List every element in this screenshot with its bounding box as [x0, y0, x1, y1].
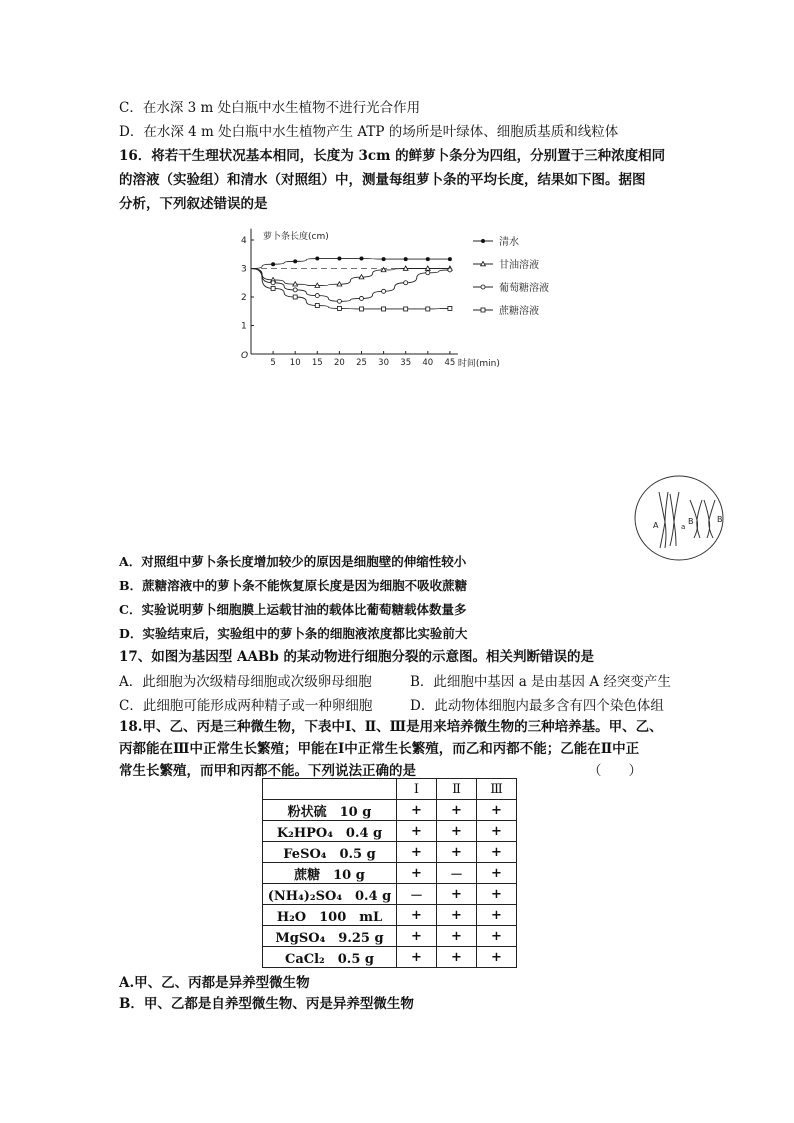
ingredient-cell: CaCl₂ 0.5 g — [263, 947, 397, 968]
ingredient-cell: H₂O 100 mL — [263, 905, 397, 926]
value-cell: + — [397, 842, 437, 863]
data-point-dot — [315, 257, 319, 261]
q17-option-b: B．此细胞中基因 a 是由基因 A 经突变产生 — [410, 674, 671, 690]
legend-label: 蔗糖溶液 — [499, 306, 539, 317]
y-tick-label: 4 — [241, 236, 247, 246]
table-row — [263, 821, 517, 842]
data-point-circle — [337, 299, 341, 303]
q17-stem: 17、如图为基因型 AABb 的某动物进行细胞分裂的示意图。相关判断错误的是 — [119, 649, 594, 665]
legend-marker-square — [481, 308, 485, 312]
data-point-square — [315, 304, 319, 308]
data-point-dot — [360, 257, 364, 261]
x-tick-label: 25 — [356, 358, 367, 368]
q16-stem-line2: 的溶液（实验组）和清水（对照组）中，测量每组萝卜条的平均长度，结果如下图。据图 — [119, 172, 646, 188]
series-line-square — [251, 269, 450, 309]
data-point-dot — [426, 257, 430, 261]
x-tick-label: 40 — [422, 358, 434, 368]
table-header-blank — [263, 779, 397, 800]
value-cell: + — [437, 884, 477, 905]
value-cell: + — [437, 821, 477, 842]
data-point-circle — [360, 296, 364, 300]
data-point-circle — [315, 294, 319, 298]
legend-label: 清水 — [499, 237, 519, 248]
radish-length-chart — [237, 225, 567, 375]
q18-stem-line1: 18.甲、乙、丙是三种微生物，下表中Ⅰ、Ⅱ、Ⅲ是用来培养微生物的三种培养基。甲、乙、 — [119, 719, 663, 735]
q17-option-c: C．此细胞可能形成两种精子或一种卵细胞 — [119, 698, 373, 714]
series-line-dot — [251, 259, 450, 269]
legend-label: 甘油溶液 — [499, 260, 539, 271]
value-cell: + — [477, 947, 517, 968]
data-point-circle — [382, 289, 386, 293]
data-point-square — [360, 307, 364, 311]
data-point-dot — [337, 257, 341, 261]
table-row — [263, 842, 517, 863]
gene-label-b-left: B — [688, 517, 694, 526]
table-row — [263, 800, 517, 821]
q16-option-d: D．实验结束后，实验组中的萝卜条的细胞液浓度都比实验前大 — [119, 626, 468, 641]
gene-label-a-lower: a — [681, 523, 686, 531]
data-point-circle — [448, 268, 452, 272]
data-point-square — [448, 306, 452, 310]
y-tick-label: 3 — [241, 264, 247, 275]
table-header-row — [263, 779, 517, 800]
data-point-circle — [271, 281, 275, 285]
chromosome-left — [659, 492, 679, 548]
data-point-circle — [426, 271, 430, 275]
table-header-medium-3: Ⅲ — [477, 779, 517, 800]
cell-division-diagram — [632, 472, 728, 564]
x-tick-label: 5 — [270, 358, 276, 368]
value-cell: + — [437, 926, 477, 947]
value-cell: + — [477, 821, 517, 842]
legend-label: 葡萄糖溶液 — [499, 283, 549, 294]
q17-option-d: D．此动物体细胞内最多含有四个染色体组 — [410, 698, 664, 714]
x-tick-label: 45 — [444, 358, 456, 368]
legend-marker-dot — [481, 239, 485, 243]
q16-stem-line1: 16．将若干生理状况基本相同，长度为 3cm 的鲜萝卜条分为四组，分别置于三种浓度相同 — [119, 148, 666, 164]
y-axis-label: 萝卜条长度(cm) — [263, 232, 329, 242]
ingredient-cell: 粉状硫 10 g — [263, 800, 397, 821]
q16-option-c: C．实验说明萝卜细胞膜上运载甘油的载体比葡萄糖载体数量多 — [119, 602, 467, 617]
value-cell: + — [397, 821, 437, 842]
q15-option-d: D．在水深 4 m 处白瓶中水生植物产生 ATP 的场所是叶绿体、细胞质基质和线粒体 — [119, 124, 619, 140]
data-point-dot — [271, 262, 275, 266]
chromosome-right — [690, 500, 715, 538]
value-cell: + — [397, 905, 437, 926]
table-row — [263, 926, 517, 947]
culture-medium-table — [262, 778, 517, 968]
x-tick-label: 20 — [333, 358, 345, 368]
x-tick-label: 10 — [289, 358, 301, 368]
q18-option-b: B．甲、乙都是自养型微生物、丙是异养型微生物 — [119, 996, 414, 1012]
data-point-dot — [382, 257, 386, 261]
table-row — [263, 905, 517, 926]
data-point-dot — [293, 259, 297, 263]
data-point-dot — [448, 257, 452, 261]
ingredient-cell: MgSO₄ 9.25 g — [263, 926, 397, 947]
data-point-square — [271, 286, 275, 290]
data-point-square — [426, 307, 430, 311]
value-cell: + — [477, 863, 517, 884]
q18-stem-line2: 丙都能在Ⅲ中正常生长繁殖；甲能在Ⅰ中正常生长繁殖，而乙和丙都不能；乙能在Ⅱ中正 — [119, 741, 640, 757]
x-axis-label: 时间(min) — [457, 359, 500, 369]
data-point-square — [404, 307, 408, 311]
q18-option-a: A.甲、乙、丙都是异养型微生物 — [119, 975, 310, 991]
value-cell: + — [437, 800, 477, 821]
data-point-dot — [404, 257, 408, 261]
value-cell: + — [477, 884, 517, 905]
x-tick-label: 35 — [400, 358, 412, 368]
q16-option-a: A．对照组中萝卜条长度增加较少的原因是细胞壁的伸缩性较小 — [119, 554, 467, 569]
data-point-square — [337, 306, 341, 310]
table-header-medium-2: Ⅱ — [437, 779, 477, 800]
value-cell: + — [397, 863, 437, 884]
ingredient-cell: 蔗糖 10 g — [263, 863, 397, 884]
table-row — [263, 947, 517, 968]
value-cell: + — [397, 926, 437, 947]
x-tick-label: 30 — [378, 358, 390, 368]
table-row — [263, 863, 517, 884]
value-cell: + — [477, 905, 517, 926]
gene-label-a-upper: A — [653, 521, 659, 530]
value-cell: + — [397, 947, 437, 968]
value-cell: + — [477, 842, 517, 863]
y-tick-label: 1 — [241, 321, 247, 332]
gene-label-b-right: B — [717, 515, 723, 524]
value-cell: － — [397, 884, 437, 905]
q18-answer-bracket: （ ） — [588, 763, 642, 779]
q17-option-a: A．此细胞为次级精母细胞或次级卵母细胞 — [119, 674, 372, 690]
table-header-medium-1: Ⅰ — [397, 779, 437, 800]
value-cell: － — [437, 863, 477, 884]
value-cell: + — [437, 905, 477, 926]
value-cell: + — [437, 842, 477, 863]
q16-option-b: B．蔗糖溶液中的萝卜条不能恢复原长度是因为细胞不吸收蔗糖 — [119, 578, 468, 593]
data-point-circle — [293, 288, 297, 292]
data-point-square — [293, 295, 297, 299]
ingredient-cell: (NH₄)₂SO₄ 0.4 g — [263, 884, 397, 905]
legend-marker-circle — [481, 285, 485, 289]
y-tick-label: 2 — [241, 293, 247, 303]
q15-option-c: C．在水深 3 m 处白瓶中水生植物不进行光合作用 — [119, 100, 421, 116]
value-cell: + — [477, 800, 517, 821]
value-cell: + — [477, 926, 517, 947]
q18-stem-line3: 常生长繁殖，而甲和丙都不能。下列说法正确的是 — [119, 763, 416, 779]
value-cell: + — [437, 947, 477, 968]
ingredient-cell: K₂HPO₄ 0.4 g — [263, 821, 397, 842]
q16-stem-line3: 分析，下列叙述错误的是 — [119, 196, 268, 212]
data-point-square — [382, 307, 386, 311]
origin-label: O — [241, 351, 249, 361]
x-tick-label: 15 — [311, 358, 323, 368]
series-line-circle — [251, 269, 450, 302]
value-cell: + — [397, 800, 437, 821]
table-row — [263, 884, 517, 905]
ingredient-cell: FeSO₄ 0.5 g — [263, 842, 397, 863]
data-point-circle — [404, 281, 408, 285]
